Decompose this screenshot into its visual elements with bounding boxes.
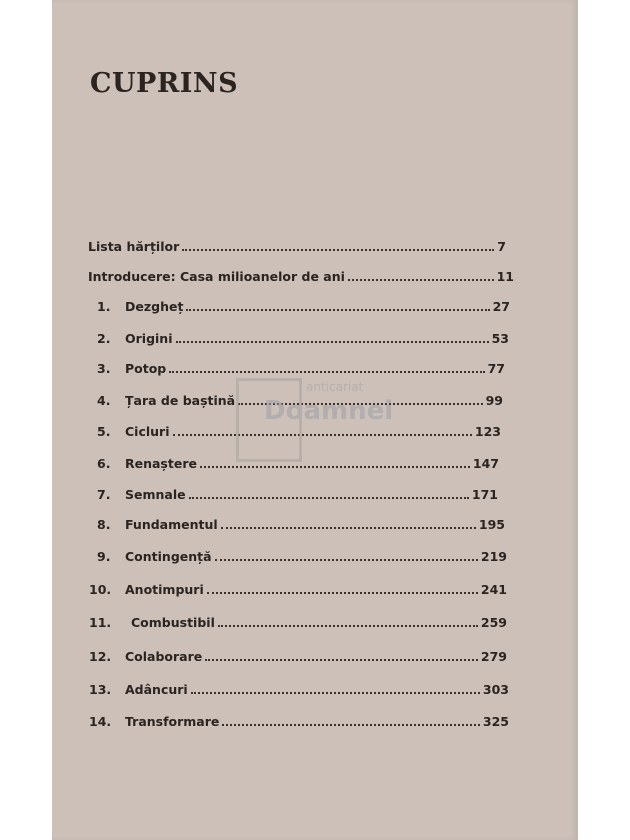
toc-entry-title: Adâncuri (125, 682, 188, 697)
toc-entry-title: Colaborare (125, 649, 203, 664)
dot-leader (176, 341, 489, 343)
dot-leader (222, 724, 480, 726)
toc-entry-page: 77 (487, 361, 505, 376)
toc-entry-number: 13. (89, 682, 112, 697)
book-page (52, 0, 578, 840)
toc-entry-title: Dezgheț (125, 299, 184, 314)
toc-entry-number: 11. (89, 615, 112, 630)
dot-leader (215, 559, 478, 561)
toc-entry-number: 9. (97, 549, 111, 564)
dot-leader (348, 279, 494, 281)
toc-entry-number: 3. (97, 361, 111, 376)
dot-leader (169, 371, 484, 373)
toc-entry (89, 612, 507, 630)
toc-entry (88, 236, 506, 254)
toc-entry (89, 711, 509, 729)
toc-entry (89, 679, 509, 697)
toc-entry (97, 296, 510, 314)
toc-entry-title: Cicluri (125, 424, 170, 439)
toc-entry-title: Potop (125, 361, 167, 376)
toc-entry-page: 279 (480, 649, 507, 664)
toc-entry-number: 10. (89, 582, 112, 597)
toc-entry-page: 27 (492, 299, 510, 314)
dot-leader (205, 659, 478, 661)
toc-entry-page: 147 (472, 456, 499, 471)
toc-entry-page: 219 (480, 549, 507, 564)
toc-entry-page: 241 (480, 582, 507, 597)
toc-entry-page: 259 (480, 615, 507, 630)
toc-entry-page: 303 (482, 682, 509, 697)
toc-entry-title: Semnale (125, 487, 186, 502)
toc-entry-number: 12. (89, 649, 112, 664)
toc-entry-page: 325 (482, 714, 509, 729)
dot-leader (182, 249, 494, 251)
toc-entry (97, 421, 501, 439)
toc-entry-number: 14. (89, 714, 112, 729)
toc-entry-number: 6. (97, 456, 111, 471)
dot-leader (207, 592, 478, 594)
dot-leader (221, 527, 476, 529)
toc-entry-number: 5. (97, 424, 111, 439)
toc-entry-page: 123 (474, 424, 501, 439)
dot-leader (218, 625, 478, 627)
toc-entry-number: 7. (97, 487, 111, 502)
toc-entry-title: Renaștere (125, 456, 197, 471)
table-of-contents (52, 0, 578, 840)
dot-leader (238, 403, 482, 405)
toc-entry-number: 4. (97, 393, 111, 408)
dot-leader (189, 497, 469, 499)
toc-entry-title: Lista hărților (88, 239, 180, 254)
toc-entry-page: 7 (497, 239, 506, 254)
toc-entry-title: Fundamentul (125, 517, 218, 532)
toc-entry-title: Contingență (125, 549, 212, 564)
dot-leader (173, 434, 472, 436)
toc-entry-title: Anotimpuri (125, 582, 204, 597)
toc-entry-number: 2. (97, 331, 111, 346)
toc-entry-page: 195 (478, 517, 505, 532)
toc-entry-title: Introducere: Casa milioanelor de ani (88, 269, 345, 284)
toc-entry-page: 11 (496, 269, 514, 284)
toc-entry-title: Țara de baștină (125, 393, 236, 408)
toc-entry (89, 646, 507, 664)
toc-entry (88, 266, 514, 284)
toc-entry (97, 328, 509, 346)
toc-entry (97, 453, 499, 471)
toc-entry-number: 1. (97, 299, 111, 314)
toc-entry-title: Origini (125, 331, 173, 346)
toc-entry (97, 546, 507, 564)
toc-entry-page: 171 (471, 487, 498, 502)
dot-leader (191, 692, 480, 694)
toc-entry-page: 99 (485, 393, 503, 408)
toc-entry (97, 514, 505, 532)
toc-entry (97, 390, 503, 408)
toc-entry (97, 484, 498, 502)
watermark-small-text: anticariat (306, 380, 364, 394)
watermark-big-text: Doamnei (264, 396, 394, 426)
toc-entry-title: Transformare (125, 714, 220, 729)
contents-heading: CUPRINS (90, 68, 239, 99)
toc-entry-title: Combustibil (131, 615, 215, 630)
toc-entry-number: 8. (97, 517, 111, 532)
dot-leader (186, 309, 489, 311)
dot-leader (200, 466, 470, 468)
toc-entry (89, 579, 507, 597)
toc-entry (97, 358, 505, 376)
toc-entry-page: 53 (491, 331, 509, 346)
